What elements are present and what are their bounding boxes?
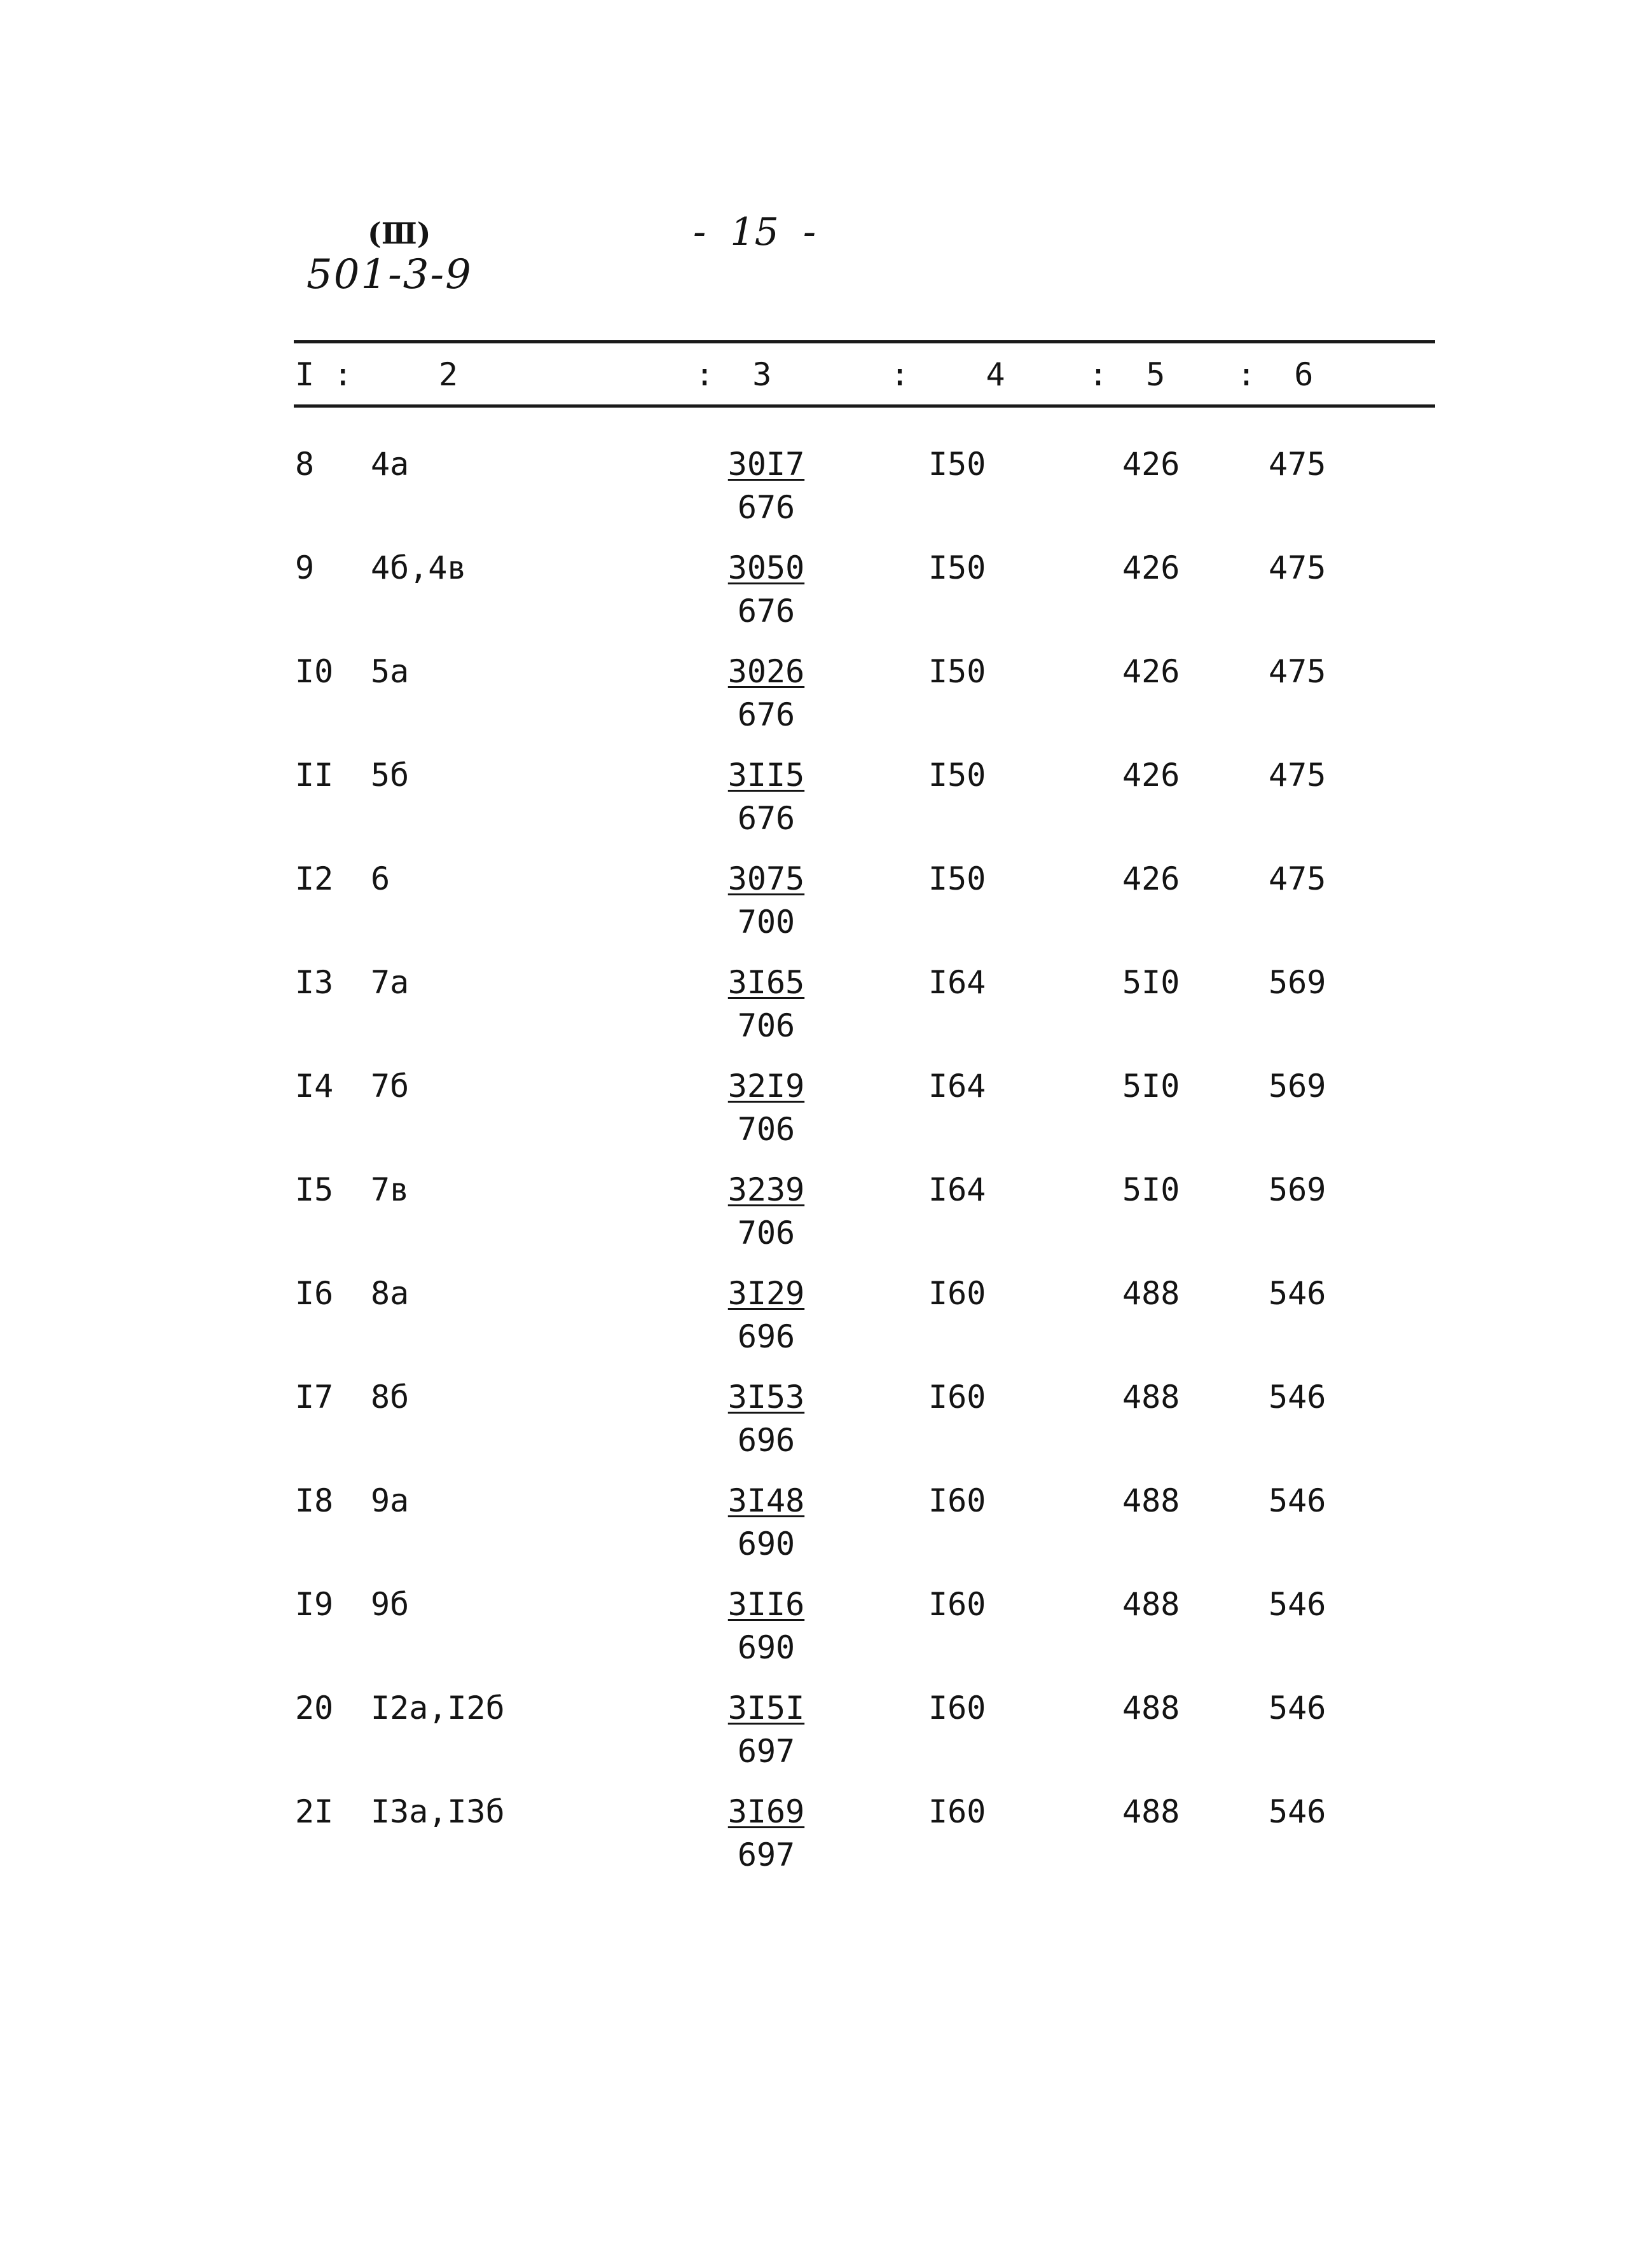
- row-col-5: 5I0: [1122, 964, 1180, 1001]
- fraction-denominator: 700: [737, 904, 795, 940]
- row-col-5: 5I0: [1122, 1171, 1180, 1208]
- row-col-5: 426: [1122, 860, 1180, 897]
- fraction-numerator: 3I48: [727, 1482, 805, 1519]
- row-col-6: 475: [1269, 549, 1326, 586]
- fraction-denominator: 706: [737, 1215, 795, 1251]
- row-col-4: I50: [928, 446, 986, 483]
- row-col-4: I50: [928, 653, 986, 690]
- row-col-5: 426: [1122, 549, 1180, 586]
- row-item: 5a: [371, 653, 410, 690]
- row-col-4: I60: [928, 1482, 986, 1519]
- table-row: [0, 1689, 1652, 1791]
- fraction-numerator: 3II6: [727, 1586, 805, 1623]
- table-row: [0, 1378, 1652, 1480]
- fraction-numerator: 3I65: [727, 964, 805, 1001]
- table-top-rule: [294, 340, 1435, 343]
- row-item: I2a,I2б: [371, 1690, 505, 1726]
- row-fraction: [722, 1378, 811, 1459]
- table-row: [0, 652, 1652, 754]
- document-code: 501-3-9: [306, 251, 472, 298]
- row-fraction: [722, 652, 811, 734]
- row-item: I3a,I3б: [371, 1793, 505, 1830]
- row-col-6: 569: [1269, 1068, 1326, 1105]
- column-header-2: 2: [439, 356, 458, 393]
- row-number: I7: [295, 1379, 334, 1416]
- row-item: 7a: [371, 964, 410, 1001]
- row-number: I0: [295, 653, 334, 690]
- row-col-5: 426: [1122, 757, 1180, 794]
- column-header-6: : 6: [1237, 356, 1314, 393]
- row-col-6: 546: [1269, 1275, 1326, 1312]
- row-col-4: I50: [928, 549, 986, 586]
- fraction-denominator: 690: [737, 1629, 795, 1666]
- row-col-6: 546: [1269, 1586, 1326, 1623]
- column-header-3: : 3: [695, 356, 772, 393]
- row-item: 7б: [371, 1068, 410, 1105]
- fraction-denominator: 690: [737, 1526, 795, 1562]
- row-number: I6: [295, 1275, 334, 1312]
- row-fraction: [722, 1171, 811, 1252]
- row-col-6: 475: [1269, 653, 1326, 690]
- table-row: [0, 1793, 1652, 1894]
- row-col-4: I64: [928, 1068, 986, 1105]
- table-row: [0, 1585, 1652, 1687]
- row-fraction: [722, 445, 811, 527]
- fraction-numerator: 3I53: [727, 1379, 805, 1416]
- column-header-4: : 4: [890, 356, 1005, 393]
- row-col-4: I60: [928, 1275, 986, 1312]
- row-fraction: [722, 1689, 811, 1770]
- table-row: [0, 445, 1652, 547]
- fraction-denominator: 676: [737, 696, 795, 733]
- row-col-5: 488: [1122, 1690, 1180, 1726]
- fraction-numerator: 3050: [727, 549, 805, 586]
- table-row: [0, 549, 1652, 651]
- row-fraction: [722, 963, 811, 1045]
- table-row: [0, 1274, 1652, 1376]
- row-col-6: 546: [1269, 1379, 1326, 1416]
- fraction-denominator: 697: [737, 1836, 795, 1873]
- table-row: [0, 1067, 1652, 1169]
- fraction-numerator: 3239: [727, 1171, 805, 1208]
- row-col-4: I60: [928, 1586, 986, 1623]
- row-number: I5: [295, 1171, 334, 1208]
- fraction-numerator: 3II5: [727, 757, 805, 794]
- fraction-denominator: 676: [737, 489, 795, 526]
- row-col-5: 488: [1122, 1793, 1180, 1830]
- fraction-denominator: 697: [737, 1733, 795, 1770]
- row-item: 5б: [371, 757, 410, 794]
- row-col-5: 426: [1122, 653, 1180, 690]
- row-col-4: I64: [928, 1171, 986, 1208]
- column-header-1: I :: [295, 356, 353, 393]
- volume-mark: (Ⅲ): [368, 216, 431, 251]
- fraction-numerator: 3026: [727, 653, 805, 690]
- row-col-6: 569: [1269, 964, 1326, 1001]
- row-col-4: I60: [928, 1379, 986, 1416]
- row-col-6: 546: [1269, 1482, 1326, 1519]
- row-col-6: 475: [1269, 757, 1326, 794]
- row-item: 8б: [371, 1379, 410, 1416]
- row-number: I4: [295, 1068, 334, 1105]
- row-col-4: I50: [928, 860, 986, 897]
- table-row: [0, 860, 1652, 961]
- row-number: 20: [295, 1690, 334, 1726]
- row-col-5: 426: [1122, 446, 1180, 483]
- row-item: 4a: [371, 446, 410, 483]
- row-col-4: I50: [928, 757, 986, 794]
- row-number: 2I: [295, 1793, 334, 1830]
- table-row: [0, 1482, 1652, 1583]
- row-fraction: [722, 1482, 811, 1563]
- page-number: - 15 -: [693, 210, 816, 254]
- fraction-denominator: 676: [737, 593, 795, 630]
- row-col-5: 488: [1122, 1379, 1180, 1416]
- fraction-numerator: 3075: [727, 860, 805, 897]
- row-col-5: 488: [1122, 1275, 1180, 1312]
- table-row: [0, 1171, 1652, 1272]
- row-col-5: 5I0: [1122, 1068, 1180, 1105]
- row-fraction: [722, 1067, 811, 1148]
- row-col-5: 488: [1122, 1586, 1180, 1623]
- row-item: 4б,4в: [371, 549, 467, 586]
- fraction-denominator: 676: [737, 800, 795, 837]
- row-item: 6: [371, 860, 390, 897]
- row-col-4: I64: [928, 964, 986, 1001]
- fraction-denominator: 706: [737, 1111, 795, 1148]
- row-item: 7в: [371, 1171, 410, 1208]
- column-header-5: : 5: [1089, 356, 1166, 393]
- row-col-4: I60: [928, 1793, 986, 1830]
- fraction-numerator: 30I7: [727, 446, 805, 483]
- row-item: 8a: [371, 1275, 410, 1312]
- row-col-6: 546: [1269, 1690, 1326, 1726]
- row-col-6: 475: [1269, 446, 1326, 483]
- row-fraction: [722, 1793, 811, 1874]
- fraction-denominator: 706: [737, 1007, 795, 1044]
- row-number: II: [295, 757, 334, 794]
- row-number: 9: [295, 549, 315, 586]
- row-item: 9б: [371, 1586, 410, 1623]
- row-number: I8: [295, 1482, 334, 1519]
- fraction-numerator: 32I9: [727, 1068, 805, 1105]
- fraction-denominator: 696: [737, 1422, 795, 1459]
- row-col-6: 475: [1269, 860, 1326, 897]
- row-col-6: 569: [1269, 1171, 1326, 1208]
- row-fraction: [722, 860, 811, 941]
- row-col-5: 488: [1122, 1482, 1180, 1519]
- table-row: [0, 756, 1652, 858]
- row-item: 9a: [371, 1482, 410, 1519]
- row-fraction: [722, 549, 811, 630]
- row-fraction: [722, 756, 811, 837]
- row-number: 8: [295, 446, 315, 483]
- fraction-numerator: 3I69: [727, 1793, 805, 1830]
- row-number: I2: [295, 860, 334, 897]
- fraction-denominator: 696: [737, 1318, 795, 1355]
- table-row: [0, 963, 1652, 1065]
- fraction-numerator: 3I29: [727, 1275, 805, 1312]
- row-col-6: 546: [1269, 1793, 1326, 1830]
- row-fraction: [722, 1274, 811, 1356]
- row-fraction: [722, 1585, 811, 1667]
- row-number: I3: [295, 964, 334, 1001]
- row-number: I9: [295, 1586, 334, 1623]
- row-col-4: I60: [928, 1690, 986, 1726]
- fraction-numerator: 3I5I: [727, 1690, 805, 1726]
- table-header-rule: [294, 404, 1435, 408]
